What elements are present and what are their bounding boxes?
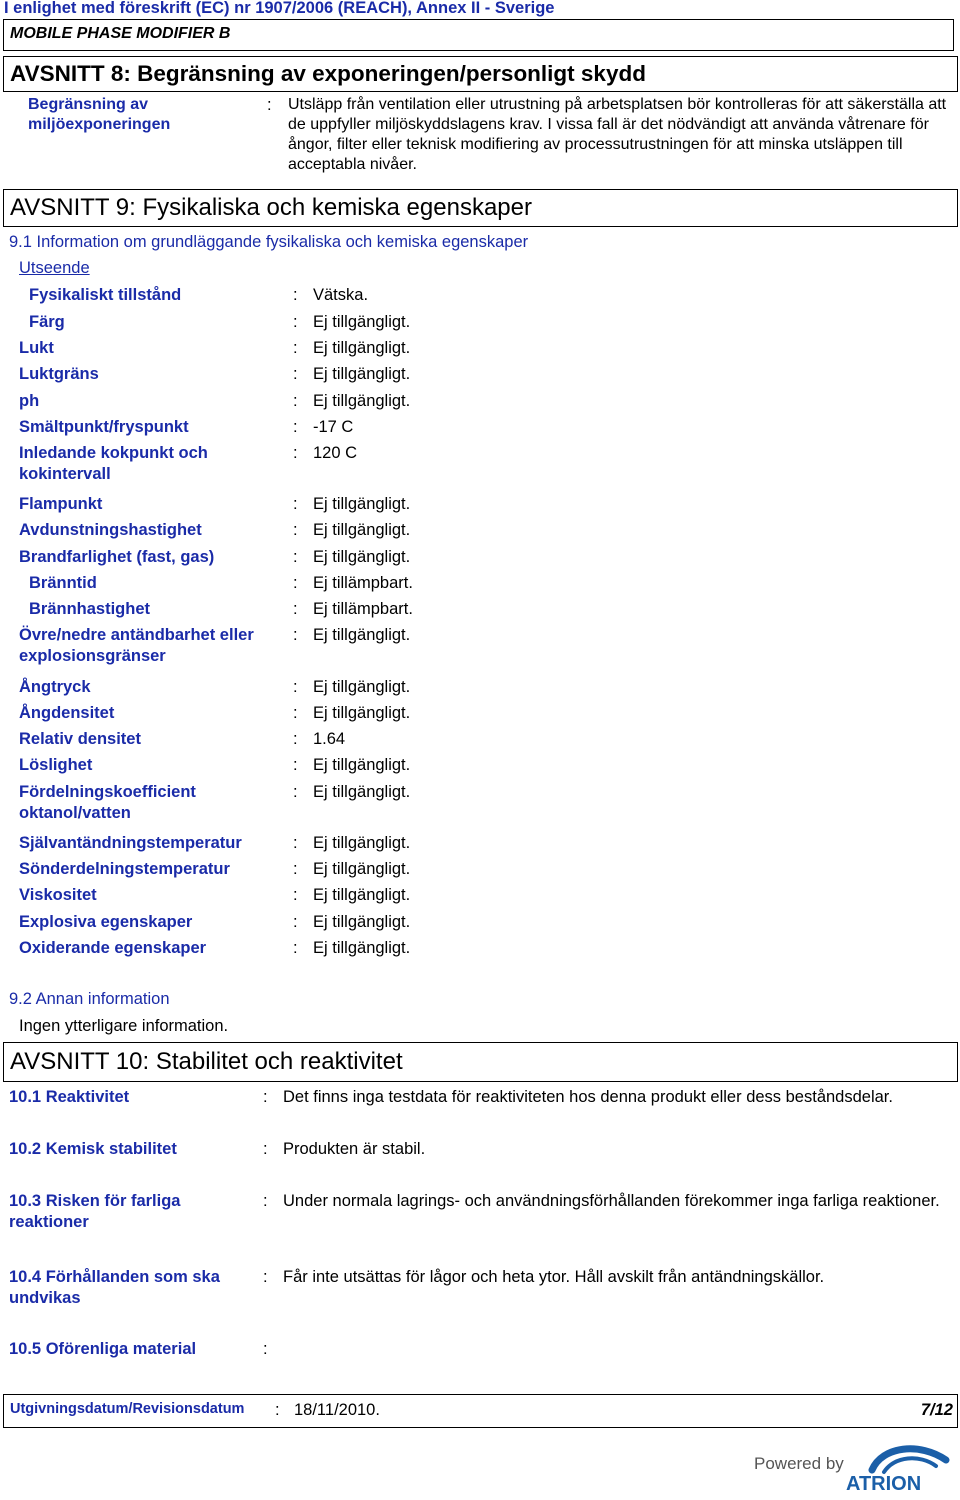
section-10-header — [3, 1042, 958, 1082]
property-value: Ej tillgängligt. — [313, 392, 411, 410]
property-value: Ej tillgängligt. — [313, 834, 411, 852]
property-value: Ej tillämpbart. — [313, 574, 413, 592]
property-label: Färg — [29, 313, 65, 331]
colon: : — [293, 286, 298, 304]
colon: : — [293, 313, 298, 331]
colon: : — [293, 913, 298, 931]
property-label: Fördelningskoefficient oktanol/vatten — [19, 783, 196, 822]
colon: : — [293, 495, 298, 513]
property-label: Sönderdelningstemperatur — [19, 860, 230, 878]
property-value: Ej tillgängligt. — [313, 626, 411, 644]
revision-date: 18/11/2010. — [294, 1401, 380, 1419]
product-name-box — [3, 19, 954, 51]
reactivity-value: Under normala lagrings- och användningsförhållanden förekommer inga farliga reaktioner. — [283, 1192, 940, 1210]
logo-swoosh-inner — [884, 1458, 936, 1472]
property-value: Ej tillgängligt. — [313, 678, 411, 696]
reactivity-value: Produkten är stabil. — [283, 1140, 426, 1158]
section-9-title: AVSNITT 9: Fysikaliska och kemiska egenskaper — [10, 194, 532, 221]
property-value: Ej tillgängligt. — [313, 548, 411, 566]
property-value: Ej tillgängligt. — [313, 886, 411, 904]
property-value: Ej tillgängligt. — [313, 521, 411, 539]
section-8-header — [3, 56, 958, 92]
property-value: Ej tillämpbart. — [313, 600, 413, 618]
colon: : — [275, 1401, 280, 1419]
revision-date-label: Utgivningsdatum/Revisionsdatum — [10, 1401, 245, 1417]
property-value: Ej tillgängligt. — [313, 365, 411, 383]
page-number: 7/12 — [920, 1401, 953, 1419]
property-label: Lukt — [19, 339, 54, 357]
property-value: Ej tillgängligt. — [313, 860, 411, 878]
regulation-title: I enlighet med föreskrift (EC) nr 1907/2006 (REACH), Annex II - Sverige — [4, 0, 555, 17]
property-label: Ångtryck — [19, 678, 91, 696]
section-9-header — [3, 189, 958, 227]
product-name: MOBILE PHASE MODIFIER B — [10, 25, 231, 42]
subsection-9-1-title: 9.1 Information om grundläggande fysikaliska och kemiska egenskaper — [9, 233, 529, 251]
colon: : — [293, 783, 298, 801]
reactivity-value: Får inte utsättas för lågor och heta ytor. Håll avskilt från antändningskällor. — [283, 1268, 825, 1286]
property-label: Ångdensitet — [19, 704, 115, 722]
atrion-logo-icon — [750, 1438, 960, 1494]
property-value: Ej tillgängligt. — [313, 913, 411, 931]
property-label: ph — [19, 392, 40, 410]
property-label: Fysikaliskt tillstånd — [29, 286, 182, 304]
property-label: Självantändningstemperatur — [19, 834, 242, 852]
property-value: 120 C — [313, 444, 358, 462]
property-label: Smältpunkt/fryspunkt — [19, 418, 189, 436]
reactivity-label: 10.1 Reaktivitet — [9, 1088, 130, 1106]
reactivity-label: 10.2 Kemisk stabilitet — [9, 1140, 177, 1158]
section-8-title: AVSNITT 8: Begränsning av exponeringen/personligt skydd — [10, 61, 646, 86]
env-exposure-label: Begränsning av miljöexponeringen — [28, 96, 171, 133]
property-label: Oxiderande egenskaper — [19, 939, 207, 957]
property-value: -17 C — [313, 418, 354, 436]
property-label: Viskositet — [19, 886, 97, 904]
reactivity-value: Det finns inga testdata för reaktiviteten hos denna produkt eller dess beståndsdelar. — [283, 1088, 893, 1106]
property-label: Brännhastighet — [29, 600, 151, 618]
property-value: Ej tillgängligt. — [313, 756, 411, 774]
property-value: 1.64 — [313, 730, 346, 748]
property-value: Ej tillgängligt. — [313, 313, 411, 331]
colon: : — [267, 96, 272, 114]
property-value: Ej tillgängligt. — [313, 339, 411, 357]
property-label: Inledande kokpunkt och kokintervall — [19, 444, 208, 483]
colon: : — [293, 860, 298, 878]
colon: : — [293, 886, 298, 904]
property-label: Luktgräns — [19, 365, 99, 383]
colon: : — [293, 392, 298, 410]
property-label: Löslighet — [19, 756, 93, 774]
property-label: Övre/nedre antändbarhet eller explosionsgränser — [19, 626, 254, 665]
atrion-logo — [750, 1438, 960, 1494]
colon: : — [293, 626, 298, 644]
colon: : — [263, 1268, 268, 1286]
other-information-text: Ingen ytterligare information. — [19, 1017, 229, 1035]
colon: : — [293, 339, 298, 357]
logo-tagline: Powered by — [754, 1454, 844, 1473]
colon: : — [263, 1340, 268, 1358]
colon: : — [263, 1088, 268, 1106]
colon: : — [293, 521, 298, 539]
logo-brand: ATRION — [846, 1473, 922, 1494]
colon: : — [293, 574, 298, 592]
colon: : — [293, 756, 298, 774]
reactivity-label: 10.4 Förhållanden som ska undvikas — [9, 1268, 220, 1307]
colon: : — [293, 939, 298, 957]
colon: : — [293, 730, 298, 748]
colon: : — [293, 444, 298, 462]
property-value: Vätska. — [313, 286, 369, 304]
property-value: Ej tillgängligt. — [313, 704, 411, 722]
section-10-title: AVSNITT 10: Stabilitet och reaktivitet — [10, 1048, 403, 1075]
property-label: Flampunkt — [19, 495, 103, 513]
colon: : — [293, 548, 298, 566]
colon: : — [293, 834, 298, 852]
subsection-9-2-title: 9.2 Annan information — [9, 990, 170, 1008]
colon: : — [263, 1140, 268, 1158]
reactivity-label: 10.3 Risken för farliga reaktioner — [9, 1192, 181, 1231]
property-label: Explosiva egenskaper — [19, 913, 193, 931]
property-label: Avdunstningshastighet — [19, 521, 202, 539]
property-label: Bränntid — [29, 574, 97, 592]
colon: : — [293, 678, 298, 696]
env-exposure-text: Utsläpp från ventilation eller utrustning på arbetsplatsen bör kontrolleras för att säkerställa att de uppfyller miljöskyddslagens krav. I vissa fall är det nödvändigt att använda våtrenare för ångor, filter eller teknisk modifiering av processutrustningen för att minska utsläppen till acceptabla nivåer. — [288, 96, 947, 173]
colon: : — [293, 418, 298, 436]
property-label: Brandfarlighet (fast, gas) — [19, 548, 215, 566]
colon: : — [293, 704, 298, 722]
property-label: Relativ densitet — [19, 730, 141, 748]
property-value: Ej tillgängligt. — [313, 495, 411, 513]
footer-box — [3, 1394, 958, 1428]
appearance-heading: Utseende — [19, 259, 90, 277]
colon: : — [263, 1192, 268, 1210]
reactivity-label: 10.5 Oförenliga material — [9, 1340, 197, 1358]
colon: : — [293, 600, 298, 618]
property-value: Ej tillgängligt. — [313, 783, 411, 801]
property-value: Ej tillgängligt. — [313, 939, 411, 957]
colon: : — [293, 365, 298, 383]
